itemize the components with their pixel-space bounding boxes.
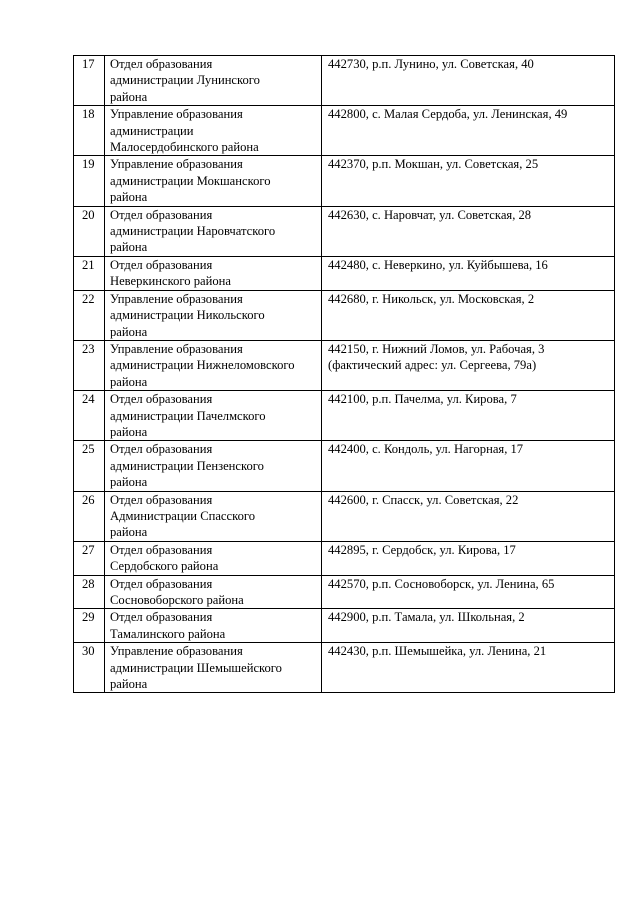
department-name: Отдел образования Тамалинского района (105, 609, 322, 643)
department-name: Управление образования администрации Малосердобинского района (105, 106, 322, 156)
table-row (74, 643, 615, 693)
table-row (74, 575, 615, 609)
table-row (74, 391, 615, 441)
row-number: 25 (74, 441, 105, 491)
department-address: 442600, г. Спасск, ул. Советская, 22 (322, 491, 615, 541)
department-address: 442150, г. Нижний Ломов, ул. Рабочая, 3 (фактический адрес: ул. Сергеева, 79а) (322, 340, 615, 390)
table-row (74, 609, 615, 643)
row-number: 29 (74, 609, 105, 643)
row-number: 24 (74, 391, 105, 441)
row-number: 18 (74, 106, 105, 156)
row-number: 28 (74, 575, 105, 609)
table-row (74, 56, 615, 106)
department-address: 442570, р.п. Сосновоборск, ул. Ленина, 65 (322, 575, 615, 609)
row-number: 19 (74, 156, 105, 206)
department-name: Управление образования администрации Нижнеломовского района (105, 340, 322, 390)
table-row (74, 491, 615, 541)
row-number: 20 (74, 206, 105, 256)
department-name: Отдел образования администрации Пачелмского района (105, 391, 322, 441)
table-row (74, 106, 615, 156)
table-row (74, 541, 615, 575)
row-number: 17 (74, 56, 105, 106)
table-row (74, 256, 615, 290)
department-name: Управление образования администрации Никольского района (105, 290, 322, 340)
row-number: 21 (74, 256, 105, 290)
department-address: 442480, с. Неверкино, ул. Куйбышева, 16 (322, 256, 615, 290)
row-number: 27 (74, 541, 105, 575)
table-row (74, 340, 615, 390)
department-address: 442100, р.п. Пачелма, ул. Кирова, 7 (322, 391, 615, 441)
department-address: 442900, р.п. Тамала, ул. Школьная, 2 (322, 609, 615, 643)
department-address: 442630, с. Наровчат, ул. Советская, 28 (322, 206, 615, 256)
department-name: Отдел образования Сосновоборского района (105, 575, 322, 609)
table-row (74, 206, 615, 256)
department-name: Отдел образования Сердобского района (105, 541, 322, 575)
table-row (74, 156, 615, 206)
department-name: Управление образования администрации Шемышейского района (105, 643, 322, 693)
department-address: 442800, с. Малая Сердоба, ул. Ленинская, 49 (322, 106, 615, 156)
education-departments-table (73, 55, 615, 693)
table-row (74, 441, 615, 491)
department-name: Отдел образования Неверкинского района (105, 256, 322, 290)
department-address: 442895, г. Сердобск, ул. Кирова, 17 (322, 541, 615, 575)
department-address: 442400, с. Кондоль, ул. Нагорная, 17 (322, 441, 615, 491)
department-name: Отдел образования администрации Наровчатского района (105, 206, 322, 256)
department-address: 442370, р.п. Мокшан, ул. Советская, 25 (322, 156, 615, 206)
table-row (74, 290, 615, 340)
department-name: Отдел образования администрации Лунинского района (105, 56, 322, 106)
row-number: 30 (74, 643, 105, 693)
row-number: 22 (74, 290, 105, 340)
department-address: 442680, г. Никольск, ул. Московская, 2 (322, 290, 615, 340)
row-number: 23 (74, 340, 105, 390)
row-number: 26 (74, 491, 105, 541)
department-name: Отдел образования Администрации Спасского района (105, 491, 322, 541)
department-name: Отдел образования администрации Пензенского района (105, 441, 322, 491)
department-name: Управление образования администрации Мокшанского района (105, 156, 322, 206)
department-address: 442730, р.п. Лунино, ул. Советская, 40 (322, 56, 615, 106)
department-address: 442430, р.п. Шемышейка, ул. Ленина, 21 (322, 643, 615, 693)
